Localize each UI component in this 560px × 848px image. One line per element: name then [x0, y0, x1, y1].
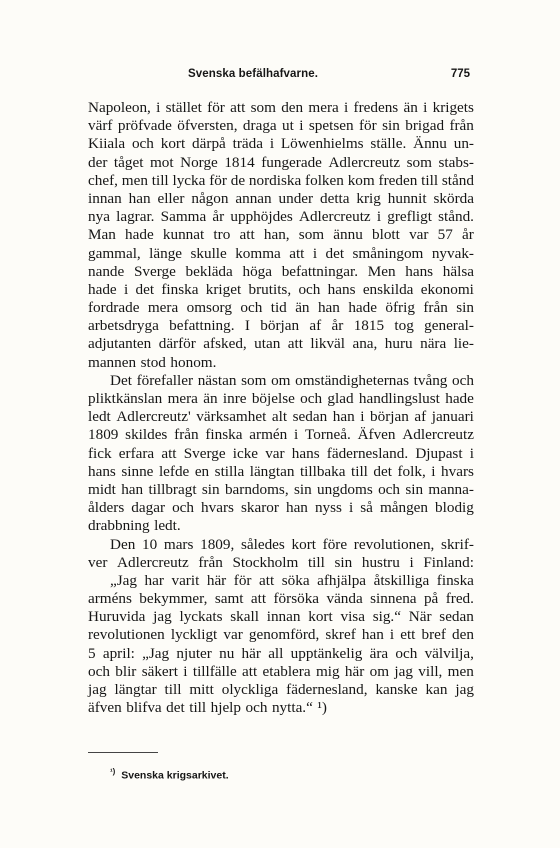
footnote-divider [88, 752, 158, 753]
text-line: chef, men till lycka för de nordiska folken kom freden till stånd [88, 171, 474, 189]
text-line: nya lagrar. Samma år upphöjdes Adlercreutz i grefligt stånd. [88, 208, 474, 226]
text-line: och blir säkert i tillfälle att etablera mig här om jag vill, men [88, 662, 474, 680]
footnote [110, 767, 229, 782]
text-line: der tåget mot Norge 1814 fungerade Adlercreutz som stabs- [88, 153, 474, 171]
text-line: „Jag har varit här för att söka afhjälpa åtskilliga finska [110, 571, 474, 589]
footnote-marker: ¹) [110, 767, 116, 776]
text-line: 1809 skildes från finska armén i Torneå. Äfven Adlercreutz [88, 426, 474, 444]
text-line: ver Adlercreutz från Stockholm till sin hustru i Finland: [88, 553, 474, 571]
text-line: hans sinne lefde en stilla längtan tillbaka till det folk, i hvars [88, 462, 474, 480]
text-line: 5 april: „Jag njuter nu här all upptänkelig ära och välvilja, [88, 644, 474, 662]
text-line: Man hade kunnat tro att han, som ännu blott var 57 år [88, 226, 474, 244]
text-line: jag längtar till mitt olyckliga fädernesland, kanske kan jag [88, 681, 474, 698]
text-line: arméns bekymmer, samt att försöka vända sinnena på fred. [88, 590, 474, 608]
text-line: innan han eller någon annan under detta krig hunnit skörda [88, 189, 474, 207]
running-title: Svenska befälhafvarne. [188, 68, 319, 80]
text-line: midt han tillbragt sin barndoms, sin ungdoms och sin manna- [88, 480, 474, 498]
text-line: adjutanten därför afsked, utan att likväl ana, huru nära lie- [88, 335, 474, 353]
text-line: Kiiala och kort därpå träda i Löwenhielms ställe. Ännu un- [88, 135, 474, 153]
footnote-text: Svenska krigsarkivet. [121, 769, 229, 782]
text-line: pliktkänslan mera än inre böjelse och glad handlingslust hade [88, 390, 474, 407]
text-line: drabbning ledt. [88, 517, 181, 535]
text-line: äfven blifva det till hjelp och nytta.“ ¹) [88, 699, 327, 717]
page-header [88, 68, 474, 88]
text-line: fordrade mera omsorg och tid än han hade öfrig från sin [88, 299, 474, 317]
text-line: hade i det finska kriget brutits, och hans enskilda ekonomi [88, 280, 474, 298]
text-line: gammal, länge skulle komma att i det småningom nyvak- [88, 244, 474, 262]
text-line: Napoleon, i stället för att som den mera i fredens än i krigets [88, 99, 474, 116]
body-text [88, 99, 474, 717]
text-line: fick erfara att Sverge icke var hans fädernesland. Djupast i [88, 444, 474, 462]
text-line: nande Sverge bekläda höga befattningar. Men hans hälsa [88, 262, 474, 280]
text-line: mannen stod honom. [88, 353, 217, 371]
text-line: Den 10 mars 1809, således kort före revolutionen, skrif- [110, 535, 474, 553]
text-line: revolutionen lyckligt var genomförd, skref han i ett bref den [88, 626, 474, 644]
text-line: Det förefaller nästan som om omständigheternas tvång och [110, 371, 474, 389]
text-line: värf pröfvade öfversten, draga ut i spetsen för sin brigad från [88, 117, 474, 135]
text-line: arbetsdryga befattning. I början af år 1815 tog general- [88, 317, 474, 335]
page-number: 775 [450, 68, 470, 80]
text-line: ålders dagar och hvars skaror han nyss i så mången blodig [88, 499, 474, 517]
text-line: Huruvida jag lyckats skall innan kort visa sig.“ När sedan [88, 608, 474, 626]
text-line: ledt Adlercreutz' värksamhet alt sedan han i början af januari [88, 408, 474, 426]
